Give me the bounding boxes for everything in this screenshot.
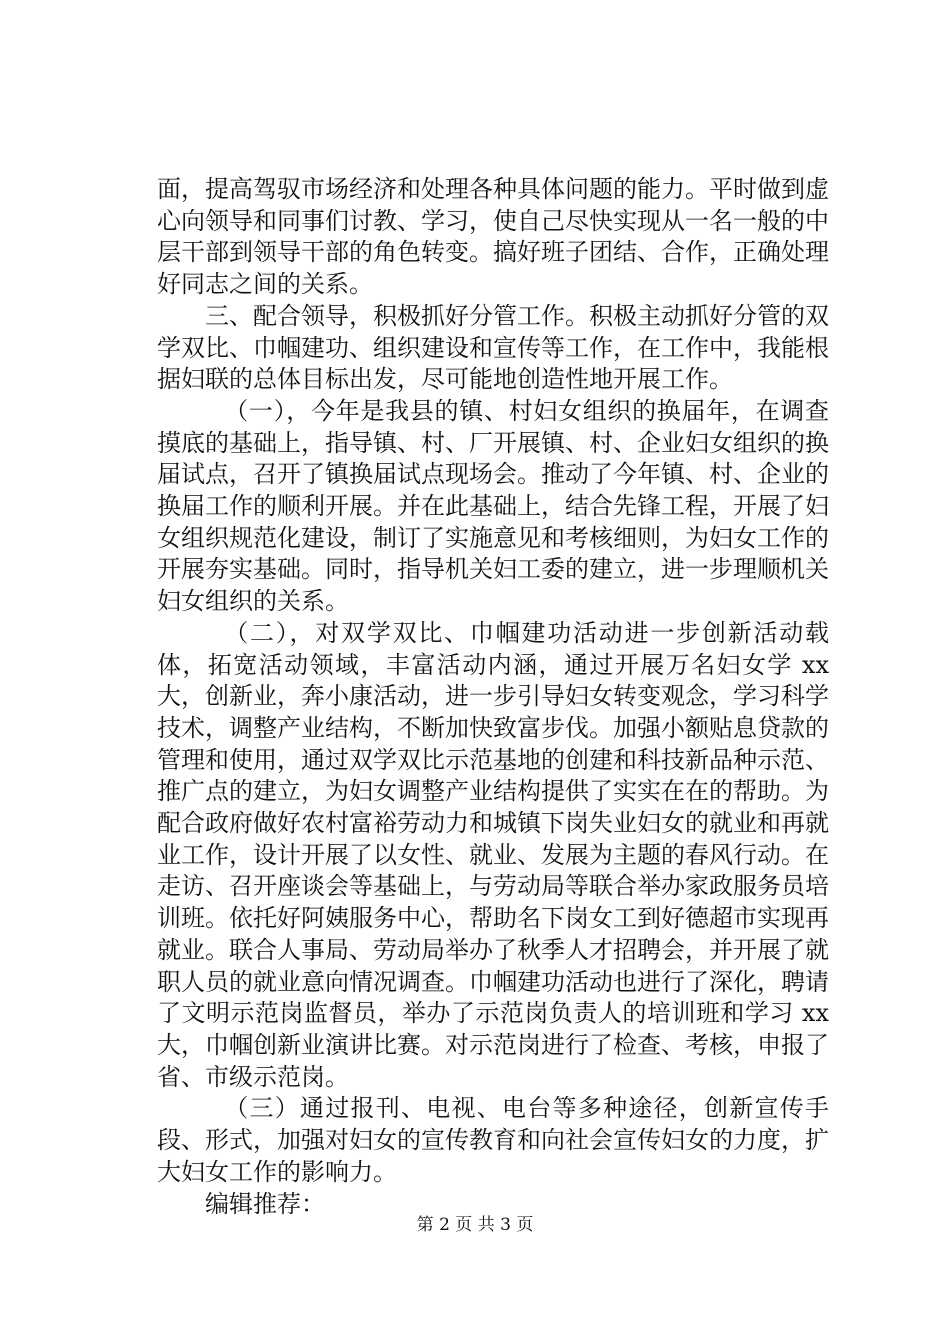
paragraph-section-three: 三、配合领导，积极抓好分管工作。积极主动抓好分管的双学双比、巾帼建功、组织建设和宣传等工作，在工作中，我能根据妇联的总体目标出发，尽可能地创造性地开展工作。 bbox=[157, 301, 829, 394]
paragraph-continuation: 面，提高驾驭市场经济和处理各种具体问题的能力。平时做到虚心向领导和同事们讨教、学习，使自己尽快实现从一名一般的中层干部到领导干部的角色转变。搞好班子团结、合作，正确处理好同志之间的关系。 bbox=[157, 175, 829, 299]
paragraph-editor-recommend: 编辑推荐： bbox=[205, 1189, 325, 1218]
document-body bbox=[157, 174, 829, 1220]
paragraph-item-three: （三）通过报刊、电视、电台等多种途径，创新宣传手段、形式，加强对妇女的宣传教育和向社会宣传妇女的力度，扩大妇女工作的影响力。 bbox=[157, 1094, 829, 1186]
page-footer: 第 2 页 共 3 页 bbox=[416, 1215, 534, 1235]
paragraph-item-one: （一），今年是我县的镇、村妇女组织的换届年，在调查摸底的基础上，指导镇、村、厂开展镇、村、企业妇女组织的换届试点，召开了镇换届试点现场会。推动了今年镇、村、企业的换届工作的顺利开展。并在此基础上，结合先锋工程，开展了妇女组织规范化建设，制订了实施意见和考核细则，为妇女工作的开展夯实基础。同时，指导机关妇工委的建立，进一步理顺机关妇女组织的关系。 bbox=[157, 396, 829, 616]
paragraph-item-two: （二），对双学双比、巾帼建功活动进一步创新活动载体，拓宽活动领域，丰富活动内涵，通过开展万名妇女学 xx 大，创新业，奔小康活动，进一步引导妇女转变观念，学习科学技术，调整产业结构，不断加快致富步伐。加强小额贴息贷款的管理和使用，通过双学双比示范基地的创建和科技新品种示范、推广点的建立，为妇女调整产业结构提供了实实在在的帮助。为配合政府做好农村富裕劳动力和城镇下岗失业妇女的就业和再就业工作，设计开展了以女性、就业、发展为主题的春风行动。在走访、召开座谈会等基础上，与劳动局等联合举办家政服务员培训班。依托好阿姨服务中心，帮助名下岗女工到好德超市实现再就业。联合人事局、劳动局举办了秋季人才招聘会，并开展了就职人员的就业意向情况调查。巾帼建功活动也进行了深化，聘请了文明示范岗监督员，举办了示范岗负责人的培训班和学习 xx 大，巾帼创新业演讲比赛。对示范岗进行了检查、考核，申报了省、市级示范岗。 bbox=[157, 618, 829, 1091]
